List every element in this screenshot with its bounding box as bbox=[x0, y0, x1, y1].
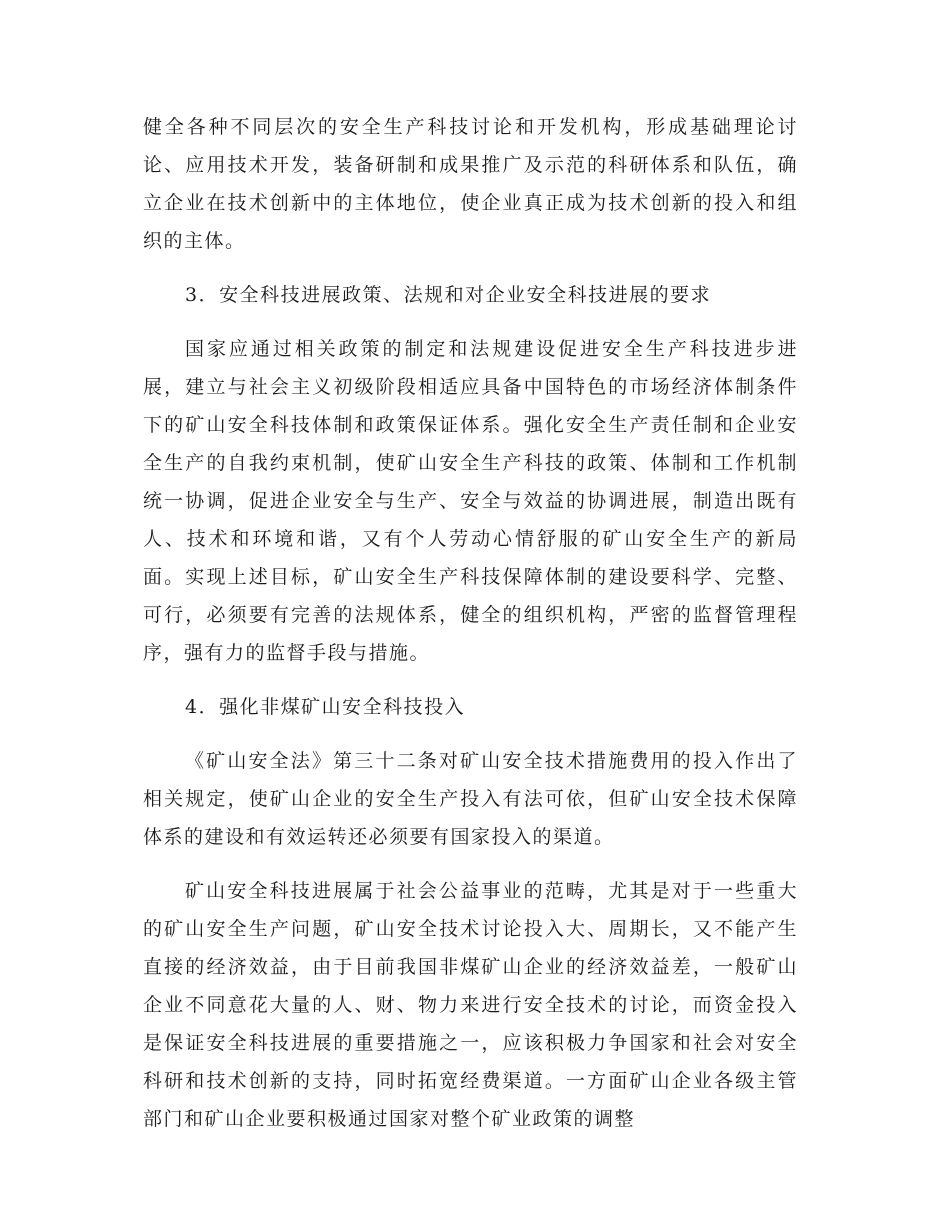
heading-investment: 4．强化非煤矿山安全科技投入 bbox=[185, 696, 466, 718]
paragraph-mine-safety-law: 《矿山安全法》第三十二条对矿山安全技术措施费用的投入作出了相关规定，使矿山企业的安全生产投入有法可依，但矿山安全技术保障体系的建设和有效运转还必须要有国家投入的渠道。 bbox=[143, 750, 798, 848]
paragraph-research-institutions: 健全各种不同层次的安全生产科技讨论和开发机构，形成基础理论讨论、应用技术开发，装备研制和成果推广及示范的科研体系和队伍，确立企业在技术创新中的主体地位，使企业真正成为技术创新的投入和组织的主体。 bbox=[143, 116, 798, 252]
paragraph-public-welfare: 矿山安全科技进展属于社会公益事业的范畴，尤其是对于一些重大的矿山安全生产问题，矿山安全技术讨论投入大、周期长，又不能产生直接的经济效益，由于目前我国非煤矿山企业的经济效益差，一般矿山企业不同意花大量的人、财、物力来进行安全技术的讨论，而资金投入是保证安全科技进展的重要措施之一，应该积极力争国家和社会对安全科研和技术创新的支持，同时拓宽经费渠道。一方面矿山企业各级主管部门和矿山企业要积极通过国家对整个矿业政策的调整 bbox=[143, 880, 798, 1130]
document-page bbox=[143, 108, 798, 1154]
paragraph-policy-system: 国家应通过相关政策的制定和法规建设促进安全生产科技进步进展，建立与社会主义初级阶段相适应具备中国特色的市场经济体制条件下的矿山安全科技体制和政策保证体系。强化安全生产责任制和企业安全生产的自我约束机制，使矿山安全生产科技的政策、体制和工作机制统一协调，促进企业安全与生产、安全与效益的协调进展，制造出既有人、技术和环境和谐，又有个人劳动心情舒服的矿山安全生产的新局面。实现上述目标，矿山安全生产科技保障体制的建设要科学、完整、可行，必须要有完善的法规体系，健全的组织机构，严密的监督管理程序，强有力的监督手段与措施。 bbox=[143, 338, 798, 664]
heading-policy-regulations: 3．安全科技进展政策、法规和对企业安全科技进展的要求 bbox=[185, 284, 712, 306]
